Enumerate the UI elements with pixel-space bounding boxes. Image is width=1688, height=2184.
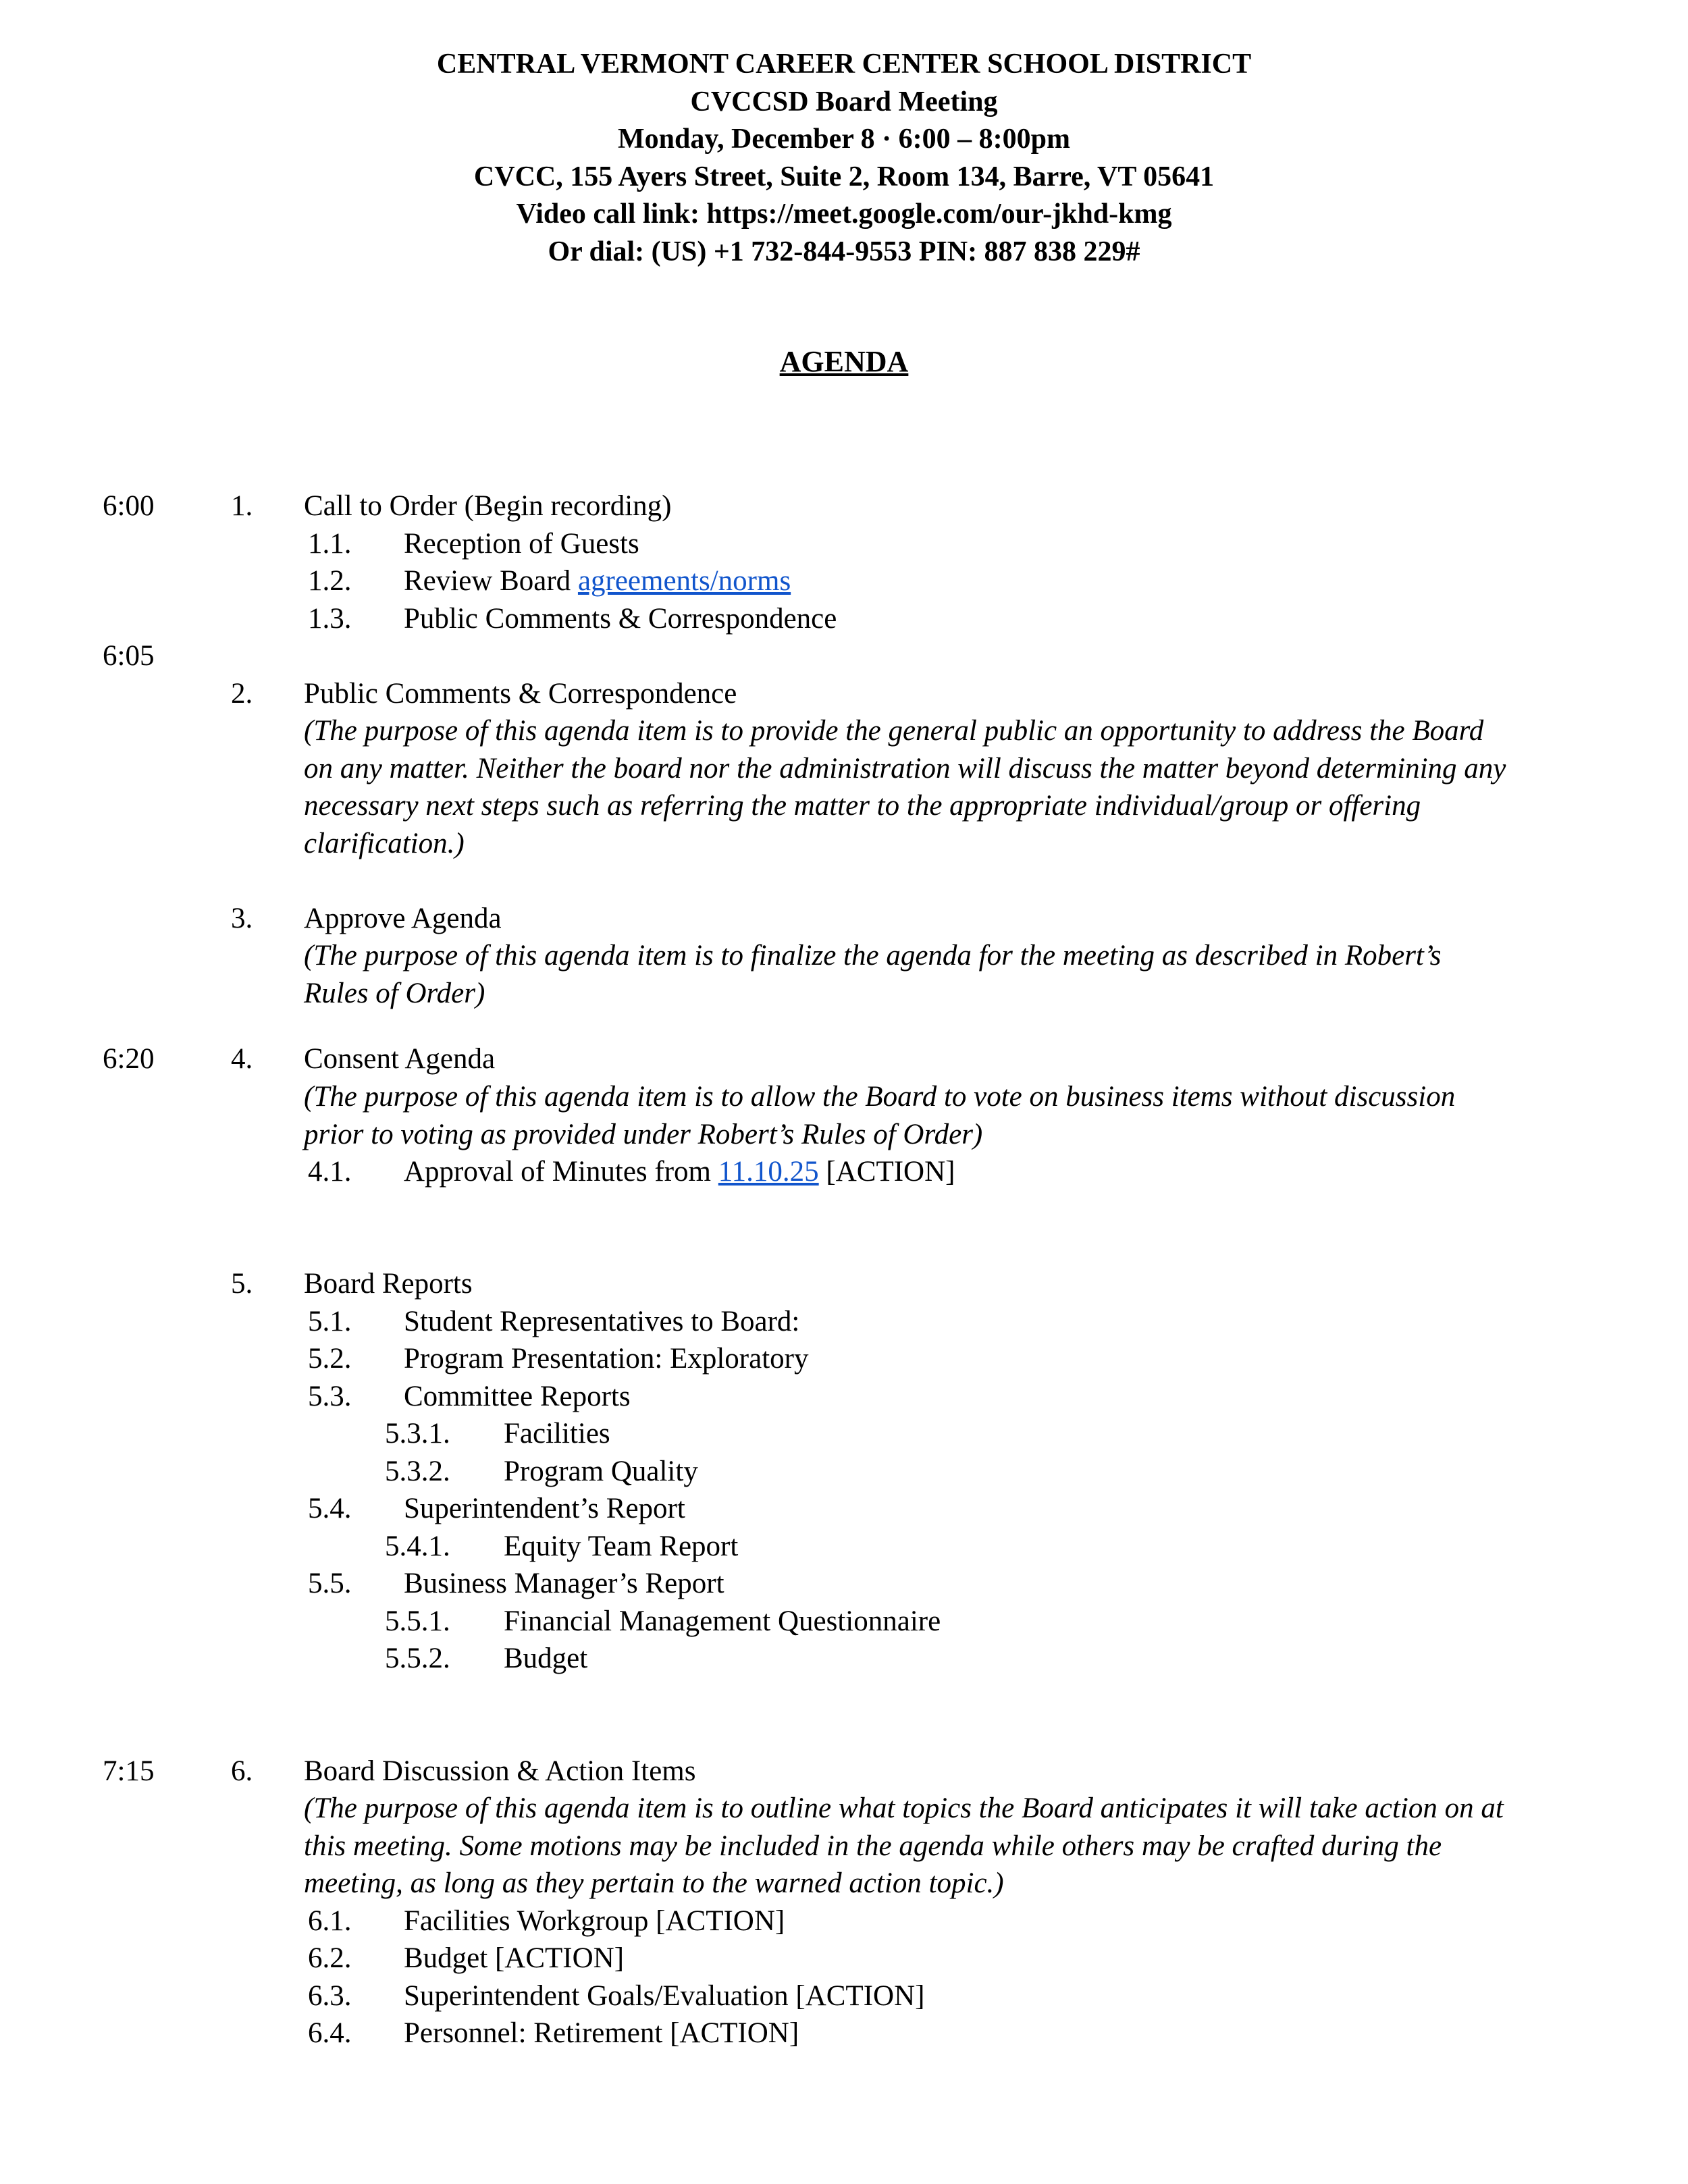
item-number: 1. [231,490,253,522]
subitem-title: Facilities Workgroup [ACTION] [404,1905,785,1937]
item-description: (The purpose of this agenda item is to allow the Board to vote on business items without discussion prior to voting as provided under Robert’s Rules of Order) [304,1081,1456,1150]
item-title: Board Reports [304,1268,473,1300]
subsubitem-number: 5.4.1. [385,1530,450,1562]
subitem-title: Business Manager’s Report [404,1568,724,1599]
district-name: CENTRAL VERMONT CAREER CENTER SCHOOL DISTRICT [436,49,1252,80]
item-description: (The purpose of this agenda item is to finalize the agenda for the meeting as described in Robert’s Rules of Order) [304,940,1442,1009]
meeting-name: CVCCSD Board Meeting [690,86,998,117]
subitem-title: Superintendent Goals/Evaluation [ACTION] [404,1980,925,2012]
item-description: (The purpose of this agenda item is to provide the general public an opportunity to address the Board on any matter. Neither the board nor the administration will discuss the matter beyond determining any necessary next steps such as referring the matter to the appropriate individual/group or offering clarification.) [304,715,1506,859]
item-title: Board Discussion & Action Items [304,1755,696,1787]
subitem-number: 6.2. [308,1942,352,1974]
agenda-title: AGENDA [779,345,909,378]
subsubitem-number: 5.3.1. [385,1418,450,1449]
agreements-norms-link[interactable]: agreements/norms [577,565,791,597]
subsubitem-number: 5.5.2. [385,1643,450,1674]
item-title: Consent Agenda [304,1043,496,1075]
item-title: Approve Agenda [304,903,502,934]
dial-in-info: Or dial: (US) +1 732-844-9553 PIN: 887 838 229# [548,236,1140,267]
subitem-text: Approval of Minutes from [404,1156,718,1188]
subitem-number: 5.4. [308,1493,352,1524]
subitem-title: Superintendent’s Report [404,1493,685,1524]
subitem-title: Student Representatives to Board: [404,1306,800,1337]
subitem-number: 5.5. [308,1568,352,1599]
subitem-number: 1.2. [308,565,352,597]
subitem-title: Public Comments & Correspondence [404,603,837,635]
subitem-number: 5.1. [308,1306,352,1337]
subsubitem-title: Equity Team Report [504,1530,739,1562]
subitem-title: Reception of Guests [404,528,639,560]
item-title: Call to Order (Begin recording) [304,490,672,522]
subsubitem-title: Financial Management Questionnaire [504,1605,941,1637]
subsubitem-number: 5.3.2. [385,1456,450,1487]
item-number: 5. [231,1268,253,1300]
subsubitem-title: Facilities [504,1418,610,1449]
subitem-number: 6.4. [308,2017,352,2049]
item-number: 2. [231,678,253,710]
subitem-text: Review Board [404,565,578,597]
item-description: (The purpose of this agenda item is to outline what topics the Board anticipates it will take action on at this meeting. Some motions may be included in the agenda while others may be crafted during the meeting, as long as they pertain to the warned action topic.) [304,1792,1504,1899]
time-marker: 6:20 [103,1043,155,1075]
item-number: 4. [231,1043,253,1075]
subitem-number: 1.1. [308,528,352,560]
subitem-title [404,1153,955,1191]
time-marker: 7:15 [103,1755,155,1787]
subsubitem-number: 5.5.1. [385,1605,450,1637]
item-number: 3. [231,903,253,934]
time-marker: 6:05 [103,640,155,672]
subitem-title: Personnel: Retirement [ACTION] [404,2017,799,2049]
subsubitem-title: Budget [504,1643,588,1674]
item-number: 6. [231,1755,253,1787]
minutes-link[interactable]: 11.10.25 [718,1156,819,1188]
action-tag: [ACTION] [818,1156,955,1188]
meeting-header [0,46,1688,271]
subitem-number: 6.1. [308,1905,352,1937]
subitem-title: Budget [ACTION] [404,1942,625,1974]
subitem-title: Committee Reports [404,1381,631,1412]
subitem-number: 6.3. [308,1980,352,2012]
subitem-title [404,562,791,600]
subitem-number: 1.3. [308,603,352,635]
subsubitem-title: Program Quality [504,1456,698,1487]
video-call-link: Video call link: https://meet.google.com/our-jkhd-kmg [516,198,1172,230]
subitem-number: 5.2. [308,1343,352,1375]
subitem-number: 5.3. [308,1381,352,1412]
time-marker: 6:00 [103,490,155,522]
meeting-location: CVCC, 155 Ayers Street, Suite 2, Room 134, Barre, VT 05641 [473,161,1215,192]
subitem-title: Program Presentation: Exploratory [404,1343,809,1375]
subitem-number: 4.1. [308,1156,352,1188]
meeting-date-time: Monday, December 8 · 6:00 – 8:00pm [618,124,1070,155]
item-title: Public Comments & Correspondence [304,678,737,710]
